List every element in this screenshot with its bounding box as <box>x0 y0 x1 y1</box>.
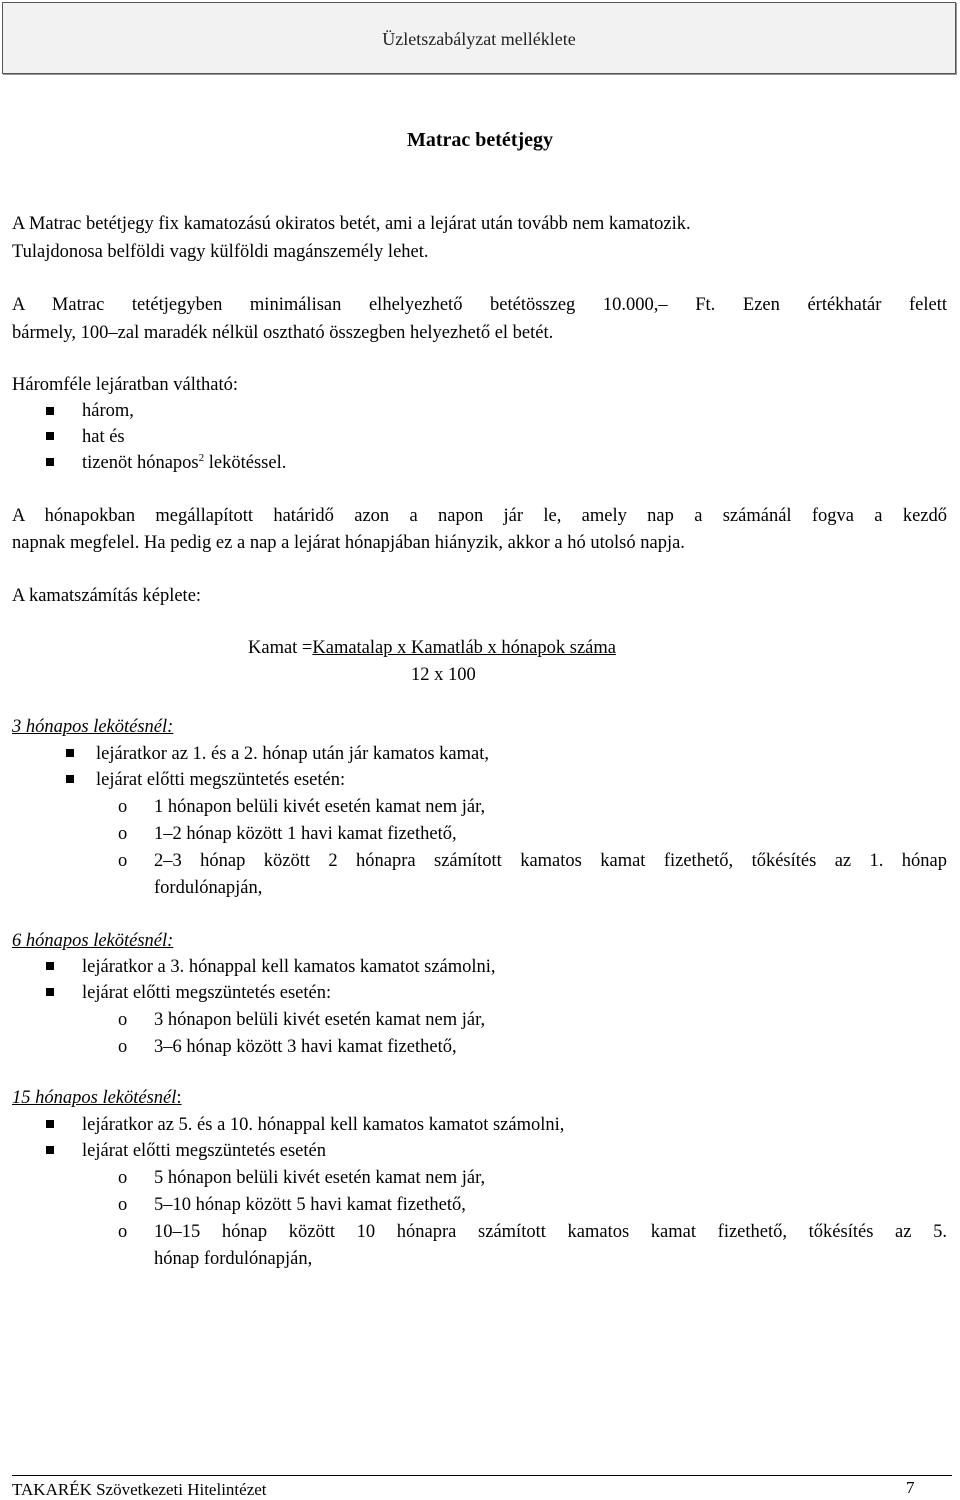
section-15-sub-1: 5 hónapon belüli kivét esetén kamat nem jár, <box>154 1168 486 1188</box>
paragraph-1-line-2: Tulajdonosa belföldi vagy külföldi magánszemély lehet. <box>12 242 429 262</box>
section-3-bullet-1: lejáratkor az 1. és a 2. hónap után jár kamatos kamat, <box>96 744 489 764</box>
section-15-sub-3-line-1: 10–15 hónap között 10 hónapra számított kamatos kamat fizethető, tőkésítés az 5. <box>154 1222 947 1242</box>
section-15-heading-colon: : <box>176 1088 182 1108</box>
section-15-heading-text: 15 hónapos lekötésnél <box>12 1088 177 1108</box>
square-bullet-icon <box>46 1146 54 1154</box>
square-bullet-icon <box>46 988 54 996</box>
circle-bullet-icon: o <box>118 1168 128 1188</box>
term-item-last <box>82 451 286 475</box>
section-6-sub-2: 3–6 hónap között 3 havi kamat fizethető, <box>154 1037 457 1057</box>
circle-bullet-icon: o <box>118 797 128 817</box>
section-15-sub-3-line-2: hónap fordulónapján, <box>154 1249 313 1269</box>
footnote-marker: 2 <box>198 451 205 464</box>
section-3-sub-2: 1–2 hónap között 1 havi kamat fizethető, <box>154 824 457 844</box>
section-15-bullet-1: lejáratkor az 5. és a 10. hónappal kell kamatos kamatot számolni, <box>82 1115 565 1135</box>
circle-bullet-icon: o <box>118 1222 128 1242</box>
section-15-bullet-2: lejárat előtti megszüntetés esetén <box>82 1141 326 1161</box>
circle-bullet-icon: o <box>118 824 128 844</box>
square-bullet-icon <box>66 749 74 757</box>
square-bullet-icon <box>46 407 54 415</box>
section-3-months-heading: 3 hónapos lekötésnél: <box>12 717 174 737</box>
running-header <box>2 2 956 74</box>
section-6-bullet-2: lejárat előtti megszüntetés esetén: <box>82 983 332 1003</box>
section-6-bullet-1: lejáratkor a 3. hónappal kell kamatos kamatot számolni, <box>82 957 496 977</box>
section-15-months-heading <box>12 1086 182 1110</box>
square-bullet-icon <box>46 1120 54 1128</box>
square-bullet-icon <box>46 432 54 440</box>
paragraph-3-line-1: A hónapokban megállapított határidő azon a napon jár le, amely nap a számánál fogva a kezdő <box>12 506 947 526</box>
circle-bullet-icon: o <box>118 1010 128 1030</box>
term-item-tail: lekötéssel. <box>204 453 287 473</box>
section-6-sub-1: 3 hónapon belüli kivét esetén kamat nem jár, <box>154 1010 486 1030</box>
circle-bullet-icon: o <box>118 1037 128 1057</box>
paragraph-1-line-1: A Matrac betétjegy fix kamatozású okiratos betét, ami a lejárat után tovább nem kamatozik. <box>12 214 691 234</box>
formula-lhs: Kamat = <box>248 638 313 658</box>
section-3-sub-3-line-1: 2–3 hónap között 2 hónapra számított kamatos kamat fizethető, tőkésítés az 1. hónap <box>154 851 947 871</box>
circle-bullet-icon: o <box>118 851 128 871</box>
term-item: három, <box>82 401 134 421</box>
footer-divider <box>12 1475 952 1476</box>
square-bullet-icon <box>46 962 54 970</box>
document-heading: Matrac betétjegy <box>406 129 554 151</box>
term-item-text: tizenöt hónapos <box>82 453 199 473</box>
section-3-bullet-2: lejárat előtti megszüntetés esetén: <box>96 770 346 790</box>
section-15-sub-2: 5–10 hónap között 5 havi kamat fizethető, <box>154 1195 466 1215</box>
square-bullet-icon <box>66 775 74 783</box>
formula-denominator: 12 x 100 <box>411 665 476 685</box>
paragraph-2-line-2: bármely, 100–zal maradék nélkül osztható összegben helyezhető el betét. <box>12 323 554 343</box>
section-3-sub-1: 1 hónapon belüli kivét esetén kamat nem jár, <box>154 797 486 817</box>
interest-formula <box>248 636 616 660</box>
formula-numerator: Kamatalap x Kamatláb x hónapok száma <box>312 638 616 658</box>
header-title: Üzletszabályzat melléklete <box>382 29 576 49</box>
section-6-months-heading: 6 hónapos lekötésnél: <box>12 931 174 951</box>
term-item: hat és <box>82 427 125 447</box>
terms-intro: Háromféle lejáratban váltható: <box>12 375 239 395</box>
formula-intro: A kamatszámítás képlete: <box>12 586 202 606</box>
paragraph-3-line-2: napnak megfelel. Ha pedig ez a nap a lejárat hónapjában hiányzik, akkor a hó utolsó napja. <box>12 533 685 553</box>
circle-bullet-icon: o <box>118 1195 128 1215</box>
square-bullet-icon <box>46 458 54 466</box>
section-3-sub-3-line-2: fordulónapján, <box>154 878 263 898</box>
paragraph-2-line-1: A Matrac tetétjegyben minimálisan elhelyezhető betétösszeg 10.000,– Ft. Ezen értékhatár felett <box>12 295 947 315</box>
page-number: 7 <box>906 1478 915 1497</box>
footer-institution: TAKARÉK Szövetkezeti Hitelintézet <box>12 1480 267 1499</box>
